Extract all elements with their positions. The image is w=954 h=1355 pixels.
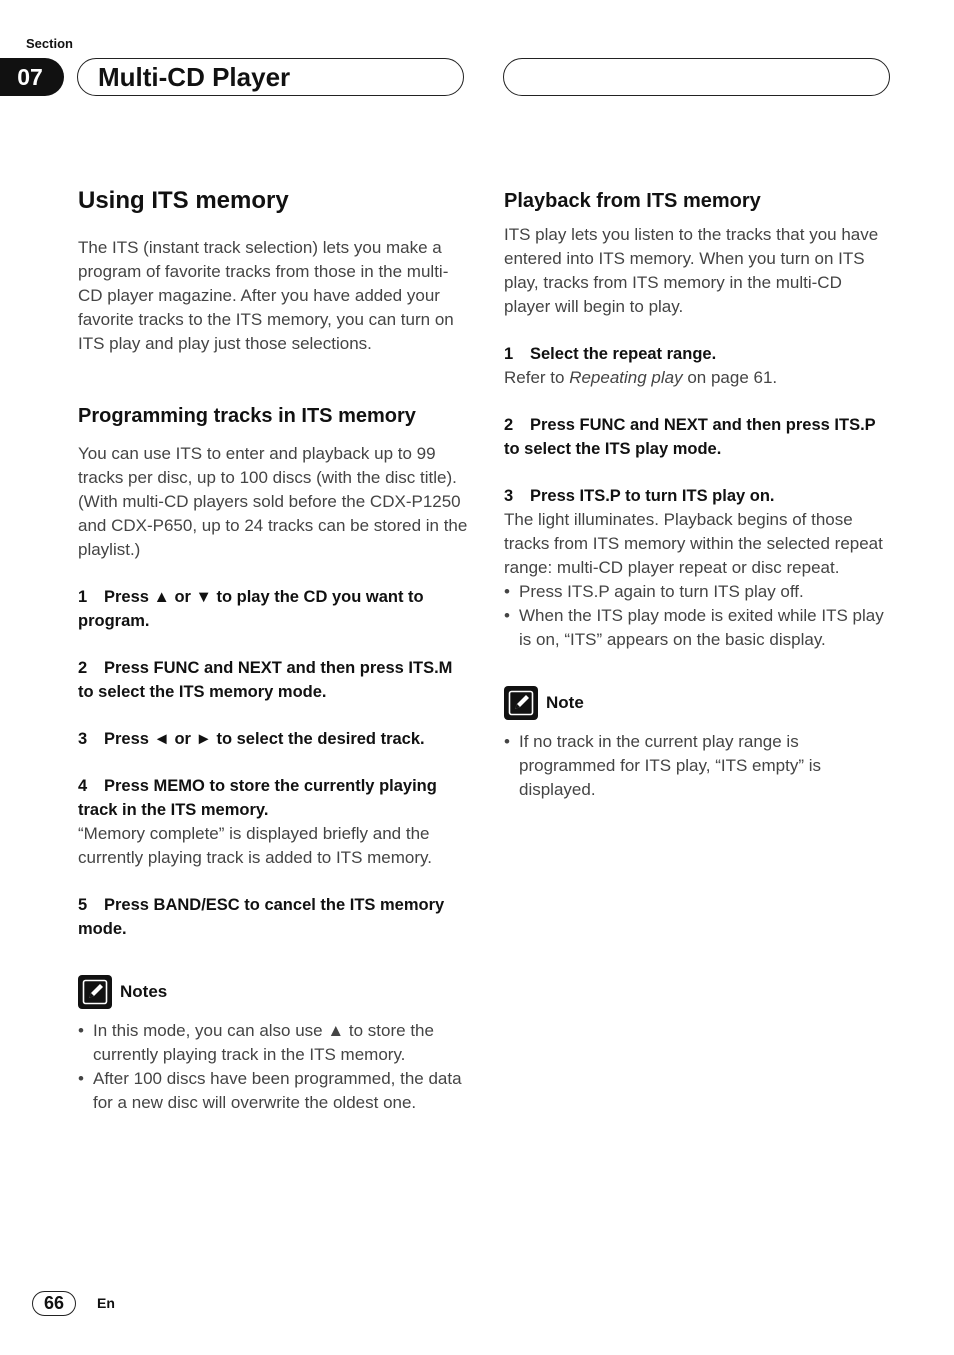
step-2-text: Press FUNC and NEXT and then press ITS.M to select the ITS memory mode. <box>78 659 453 701</box>
playback-step-3: 3 Press ITS.P to turn ITS play on. <box>504 487 775 505</box>
note-title: Note <box>546 693 584 712</box>
pencil-note-icon <box>504 686 538 720</box>
page-number: 66 <box>32 1291 76 1316</box>
step-4-body: “Memory complete” is displayed briefly and the currently playing track is added to ITS memory. <box>78 824 432 867</box>
playback-intro: ITS play lets you listen to the tracks that you have entered into ITS memory. When you turn on ITS play, tracks from ITS memory in the multi-CD player will begin to play. <box>504 225 879 316</box>
list-item: • In this mode, you can also use ▲ to store the currently playing track in the ITS memory. <box>78 1021 434 1064</box>
using-its-intro: The ITS (instant track selection) lets you make a program of favorite tracks from those in the multi-CD player magazine. After you have added your favorite tracks to the ITS memory, you can turn on ITS play and play just those selections. <box>78 238 454 353</box>
left-column <box>78 185 468 1115</box>
using-its-heading: Using ITS memory <box>78 187 289 214</box>
playback-step-3-text: Press ITS.P to turn ITS play on. <box>530 487 775 505</box>
right-column <box>504 187 884 802</box>
playback-step-1: 1 Select the repeat range. <box>504 345 717 363</box>
notes-title: Notes <box>120 982 168 1001</box>
section-number: 07 <box>0 58 64 96</box>
step-4: 4 Press MEMO to store the currently playing track in the ITS memory. <box>78 777 437 819</box>
programming-intro: You can use ITS to enter and playback up to 99 tracks per disc, up to 100 discs (with the disc title). (With multi-CD players sold before the CDX-P1250 and CDX-P650, up to 24 tracks can be stored in the playlist.) <box>78 444 468 559</box>
step-5-text: Press BAND/ESC to cancel the ITS memory mode. <box>78 896 445 938</box>
page-title <box>77 58 464 96</box>
note-header <box>504 686 884 720</box>
pencil-note-icon <box>78 975 112 1009</box>
language-label: En <box>97 1295 115 1311</box>
step-2: 2 Press FUNC and NEXT and then press ITS.M to select the ITS memory mode. <box>78 659 453 701</box>
step-1-text: Press ▲ or ▼ to play the CD you want to program. <box>78 588 424 630</box>
step-3: 3 Press ◄ or ► to select the desired track. <box>78 730 425 748</box>
playback-step-1-text: Select the repeat range. <box>530 345 717 363</box>
list-item: • If no track in the current play range is programmed for ITS play, “ITS empty” is displayed. <box>504 732 821 799</box>
page-title-text: Multi-CD Player <box>98 61 291 92</box>
notes-list <box>78 1019 468 1115</box>
programming-heading: Programming tracks in ITS memory <box>78 405 416 427</box>
list-item: • When the ITS play mode is exited while ITS play is on, “ITS” appears on the basic display. <box>504 606 884 649</box>
step-4-text: Press MEMO to store the currently playing track in the ITS memory. <box>78 777 437 819</box>
note-list <box>504 730 884 802</box>
playback-step-1-body: Refer to Repeating play on page 61. <box>504 368 778 387</box>
playback-heading: Playback from ITS memory <box>504 190 761 212</box>
header-empty-box <box>503 58 890 96</box>
step-3-text: Press ◄ or ► to select the desired track. <box>104 730 425 748</box>
list-item: • Press ITS.P again to turn ITS play off. <box>504 582 804 601</box>
list-item: • After 100 discs have been programmed, the data for a new disc will overwrite the oldest one. <box>78 1069 462 1112</box>
playback-step-2: 2 Press FUNC and NEXT and then press ITS.P to select the ITS play mode. <box>504 416 876 458</box>
step-5: 5 Press BAND/ESC to cancel the ITS memory mode. <box>78 896 445 938</box>
notes-header <box>78 975 468 1009</box>
playback-bullets <box>504 580 884 652</box>
playback-step-3-body: The light illuminates. Playback begins of those tracks from ITS memory within the selected repeat range: multi-CD player repeat or disc repeat. <box>504 510 883 577</box>
playback-step-2-text: Press FUNC and NEXT and then press ITS.P to select the ITS play mode. <box>504 416 876 458</box>
step-1: 1 Press ▲ or ▼ to play the CD you want to program. <box>78 588 424 630</box>
section-label: Section <box>26 36 73 51</box>
